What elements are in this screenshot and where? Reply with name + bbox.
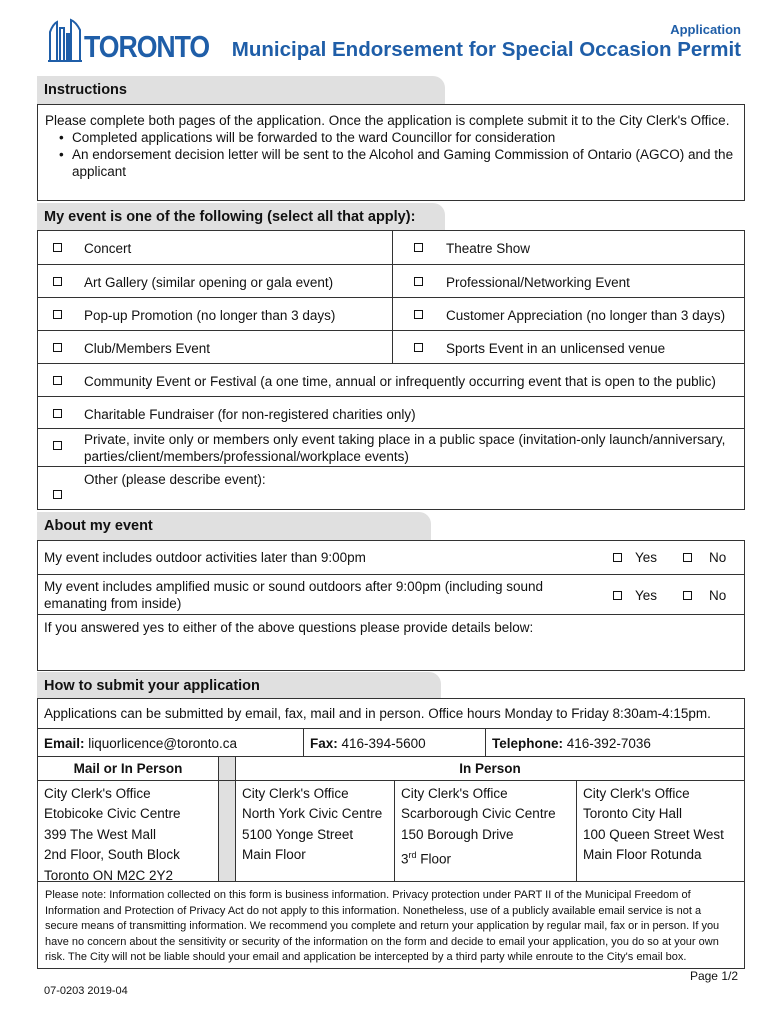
option-label: Charitable Fundraiser (for non-registered charities only) — [84, 407, 416, 422]
toronto-logo — [48, 16, 229, 62]
event-row — [38, 330, 744, 363]
no-label: No — [709, 588, 727, 603]
city-hall-icon — [48, 18, 82, 62]
question-outdoor-activities: My event includes outdoor activities later than 9:00pm — [44, 550, 366, 565]
checkbox-theatre-show[interactable] — [414, 243, 423, 252]
question-amplified-music: My event includes amplified music or sound outdoors after 9:00pm (including sound emanating from inside) — [44, 579, 544, 611]
office-line: Etobicoke Civic Centre — [44, 806, 181, 822]
floor-number: 3 — [401, 851, 409, 867]
office-line: City Clerk's Office — [44, 786, 151, 801]
event-row — [38, 466, 744, 510]
about-row — [38, 541, 744, 574]
event-row — [38, 231, 744, 264]
event-row — [38, 363, 744, 396]
submit-box — [37, 698, 745, 969]
column-spacer — [218, 781, 236, 881]
checkbox-customer-appreciation[interactable] — [414, 310, 423, 319]
yes-label: Yes — [635, 550, 658, 565]
option-label: Art Gallery (similar opening or gala event) — [84, 275, 334, 290]
no-label: No — [709, 550, 727, 565]
option-label: Private, invite only or members only event taking place in a public space (invitation-only launch/anniversary, parties/client/members/professional/workplace events) — [84, 432, 726, 464]
email-label: Email: — [44, 736, 85, 751]
office-line: Scarborough Civic Centre — [401, 806, 556, 822]
email-value[interactable]: liquorlicence@toronto.ca — [88, 736, 238, 751]
event-row — [38, 396, 744, 428]
checkbox-art-gallery[interactable] — [53, 277, 62, 286]
office-line: North York Civic Centre — [242, 806, 383, 822]
email-contact — [44, 735, 237, 752]
office-line: Main Floor Rotunda — [583, 847, 702, 863]
office-line: Toronto City Hall — [583, 806, 683, 822]
office-line: 150 Borough Drive — [401, 826, 514, 842]
checkbox-charitable-fundraiser[interactable] — [53, 409, 62, 418]
page-title: Municipal Endorsement for Special Occasion Permit — [231, 38, 741, 61]
fax-contact — [310, 735, 426, 752]
inperson-header: In Person — [459, 761, 521, 776]
option-label: Sports Event in an unlicensed venue — [446, 341, 666, 356]
event-row — [38, 297, 744, 330]
details-prompt: If you answered yes to either of the above questions please provide details below: — [44, 620, 534, 635]
fax-value: 416-394-5600 — [341, 736, 426, 751]
submit-intro: Applications can be submitted by email, fax, mail and in person. Office hours Monday to Friday 8:30am-4:15pm. — [44, 706, 711, 721]
privacy-note: Please note: Information collected on this form is business information. Privacy protection under PART II of the Municipal Freedom of Information and Protection of Privacy Act do not apply to this information. Nonetheless, use of a publicly available email service is not a secure means of transmitting information. We recommend you complete and return your application by regular mail, fax or in person. If you have no concern about the sensitivity or security of the information on the form and decide to email your application, you do so at your own risk. The City will not be liable should your email and application be intercepted by a third party while enroute to the City's email box. — [45, 889, 720, 964]
event-row — [38, 264, 744, 297]
option-label: Theatre Show — [446, 241, 531, 256]
office-line: City Clerk's Office — [583, 786, 690, 801]
yes-label: Yes — [635, 588, 658, 603]
checkbox-professional-networking[interactable] — [414, 277, 423, 286]
column-spacer — [218, 757, 236, 781]
floor-superscript: rd — [408, 850, 417, 861]
event-type-box — [37, 230, 745, 510]
office-line: 2nd Floor, South Block — [44, 847, 180, 863]
instructions-heading: Instructions — [37, 76, 445, 104]
details-field[interactable] — [38, 614, 744, 671]
checkbox-pop-up-promotion[interactable] — [53, 310, 62, 319]
checkbox-q2-yes[interactable] — [613, 591, 622, 600]
checkbox-other[interactable] — [53, 490, 62, 499]
checkbox-concert[interactable] — [53, 243, 62, 252]
privacy-row — [38, 881, 744, 969]
instructions-text — [45, 112, 734, 180]
office-etobicoke — [44, 784, 181, 886]
event-row — [38, 428, 744, 466]
submit-intro-row — [38, 699, 744, 728]
instructions-intro: Please complete both pages of the application. Once the application is complete submit it to the City Clerk's Office. — [45, 113, 730, 128]
option-label: Customer Appreciation (no longer than 3 days) — [446, 308, 726, 323]
office-line: Toronto ON M2C 2Y2 — [44, 867, 174, 883]
instructions-bullet: • Completed applications will be forwarded to the ward Councillor for consideration — [45, 129, 734, 146]
option-label: Other (please describe event): — [84, 472, 266, 487]
office-line: City Clerk's Office — [242, 786, 349, 801]
office-line: 100 Queen Street West — [583, 826, 724, 842]
phone-contact — [492, 735, 651, 752]
office-line: City Clerk's Office — [401, 786, 508, 801]
phone-value: 416-392-7036 — [566, 736, 651, 751]
instructions-bullet: • An endorsement decision letter will be sent to the Alcohol and Gaming Commission of Ontario (AGCO) and the applicant — [45, 146, 734, 180]
about-heading: About my event — [37, 512, 431, 540]
office-scarborough — [401, 784, 556, 870]
mail-header: Mail or In Person — [73, 761, 183, 776]
checkbox-community-event[interactable] — [53, 376, 62, 385]
about-box — [37, 540, 745, 671]
application-label: Application — [670, 22, 741, 37]
office-line: 399 The West Mall — [44, 826, 157, 842]
office-line — [401, 845, 556, 870]
office-header-row — [38, 756, 744, 780]
option-label: Concert — [84, 241, 132, 256]
floor-suffix: Floor — [416, 851, 452, 867]
checkbox-sports-event[interactable] — [414, 343, 423, 352]
about-row — [38, 574, 744, 614]
checkbox-private-event[interactable] — [53, 441, 62, 450]
option-label: Community Event or Festival (a one time, annual or infrequently occurring event that is open to the public) — [84, 374, 716, 389]
checkbox-q1-no[interactable] — [683, 553, 692, 562]
logo-wordmark: TORONTO — [84, 29, 210, 64]
office-line: Main Floor — [242, 847, 306, 863]
form-code: 07-0203 2019-04 — [44, 985, 128, 997]
phone-label: Telephone: — [492, 736, 564, 751]
submit-heading: How to submit your application — [37, 672, 441, 700]
contact-row — [38, 728, 744, 756]
option-label: Club/Members Event — [84, 341, 211, 356]
offices-row — [38, 780, 744, 881]
fax-label: Fax: — [310, 736, 338, 751]
checkbox-q2-no[interactable] — [683, 591, 692, 600]
checkbox-club-members[interactable] — [53, 343, 62, 352]
office-north-york — [242, 784, 382, 866]
office-city-hall — [583, 784, 724, 866]
instructions-box — [37, 104, 745, 201]
page-number: Page 1/2 — [689, 969, 738, 983]
checkbox-q1-yes[interactable] — [613, 553, 622, 562]
office-line: 5100 Yonge Street — [242, 826, 354, 842]
event-type-heading: My event is one of the following (select all that apply): — [37, 203, 445, 231]
option-label: Professional/Networking Event — [446, 275, 630, 290]
option-label: Pop-up Promotion (no longer than 3 days) — [84, 308, 336, 323]
